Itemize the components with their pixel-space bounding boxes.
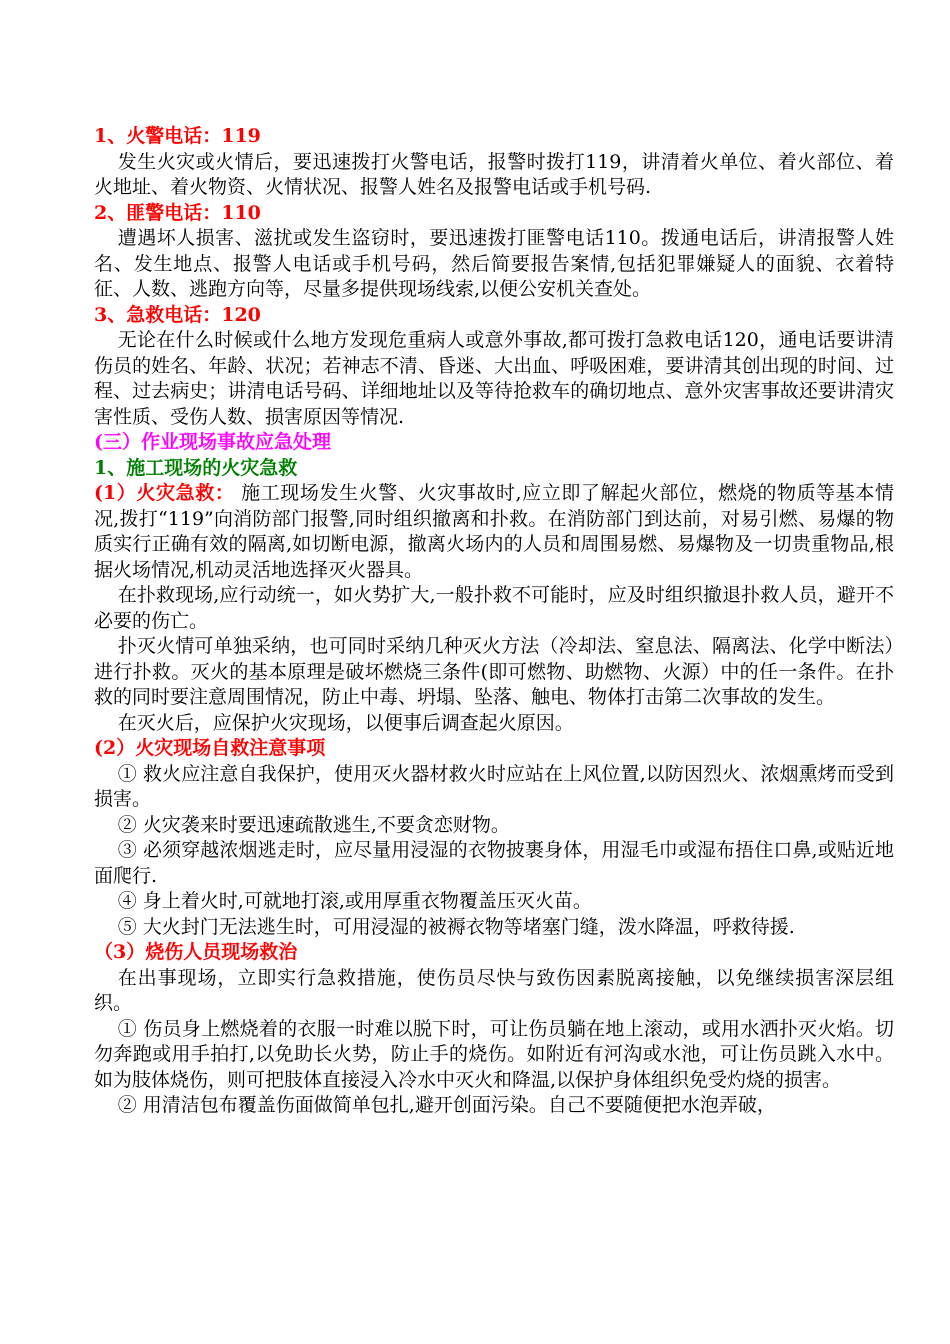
fire-rescue-lead: (1）火灾急救：	[94, 482, 235, 504]
burn-treatment-paragraph-1: 在出事现场，立即实行急救措施，使伤员尽快与致伤因素脱离接触，以免继续损害深层组织。	[94, 966, 894, 1014]
fire-rescue-paragraph-2: 在扑救现场,应行动统一，如火势扩大,一般扑救不可能时，应及时组织撤退扑救人员，避开不必要的伤亡。	[94, 584, 894, 632]
self-rescue-item-4: ④ 身上着火时,可就地打滚,或用厚重衣物覆盖压灭火苗。	[117, 890, 592, 912]
fire-phone-paragraph: 发生火灾或火情后，要迅速拨打火警电话，报警时拨打119，讲清着火单位、着火部位、着火地址、着火物资、火情状况、报警人姓名及报警电话或手机号码.	[94, 150, 894, 198]
document-page	[94, 124, 894, 1119]
burn-treatment-heading: （3）烧伤人员现场救治	[94, 941, 298, 963]
ambulance-phone-heading: 3、急救电话：120	[94, 303, 261, 326]
burn-treatment-paragraph-2: ① 伤员身上燃烧着的衣服一时难以脱下时，可让伤员躺在地上滚动，或用水洒扑灭火焰。切勿奔跑或用手拍打,以免助长火势，防止手的烧伤。如附近有河沟或水池，可让伤员跳入水中。如为肢体烧伤，则可把肢体直接浸入冷水中灭火和降温,以保护身体组织免受灼烧的损害。	[94, 1017, 894, 1091]
self-rescue-heading: (2）火灾现场自救注意事项	[94, 737, 326, 759]
police-phone-heading: 2、匪警电话：110	[94, 201, 261, 224]
self-rescue-item-3: ③ 必须穿越浓烟逃走时，应尽量用浸湿的衣物披裹身体，用湿毛巾或湿布捂住口鼻,或贴近地面爬行.	[94, 839, 894, 887]
ambulance-phone-paragraph: 无论在什么时候或什么地方发现危重病人或意外事故,都可拨打急救电话120，通电话要讲清伤员的姓名、年龄、状况；若神志不清、昏迷、大出血、呼吸困难，要讲清其创出现的时间、过程、过去病史；讲清电话号码、详细地址以及等待抢救车的确切地点、意外灾害事故还要讲清灾害性质、受伤人数、损害原因等情况.	[94, 329, 894, 428]
police-phone-paragraph: 遭遇坏人损害、滋扰或发生盗窃时，要迅速拨打匪警电话110。拨通电话后，讲清报警人姓名、发生地点、报警人电话或手机号码，然后简要报告案情,包括犯罪嫌疑人的面貌、衣着特征、人数、逃跑方向等，尽量多提供现场线索,以便公安机关查处。	[94, 227, 894, 300]
fire-rescue-paragraph-3: 扑灭火情可单独采纳，也可同时采纳几种灭火方法（冷却法、窒息法、隔离法、化学中断法）进行扑救。灭火的基本原理是破坏燃烧三条件(即可燃物、助燃物、火源）中的任一条件。在扑救的同时要注意周围情况，防止中毒、坍塌、坠落、触电、物体打击第二次事故的发生。	[94, 635, 894, 708]
fire-rescue-text: 施工现场发生火警、火灾事故时,应立即了解起火部位，燃烧的物质等基本情况,拨打“119”向消防部门报警,同时组织撤离和扑救。在消防部门到达前，对易引燃、易爆的物质实行正确有效的隔离,如切断电源，撤离火场内的人员和周围易燃、易爆物及一切贵重物品,根据火场情况,机动灵活地选择灭火器具。	[94, 482, 894, 581]
fire-rescue-paragraph-4: 在灭火后，应保护火灾现场，以便事后调查起火原因。	[117, 711, 574, 734]
burn-treatment-paragraph-3: ② 用清洁包布覆盖伤面做简单包扎,避开创面污染。自己不要随便把水泡弄破，	[117, 1094, 776, 1116]
fire-phone-heading: 1、火警电话：119	[94, 125, 261, 147]
subchapter-heading: 1、施工现场的火灾急救	[94, 456, 298, 479]
self-rescue-item-2: ② 火灾袭来时要迅速疏散逃生,不要贪恋财物。	[117, 813, 510, 836]
self-rescue-item-1: ① 救火应注意自我保护，使用灭火器材救火时应站在上风位置,以防因烈火、浓烟熏烤而受到损害。	[94, 762, 894, 810]
fire-rescue-paragraph	[94, 481, 894, 583]
chapter-heading: (三）作业现场事故应急处理	[94, 431, 331, 453]
self-rescue-item-5: ⑤ 大火封门无法逃生时，可用浸湿的被褥衣物等堵塞门缝，泼水降温，呼救待援.	[117, 915, 795, 938]
